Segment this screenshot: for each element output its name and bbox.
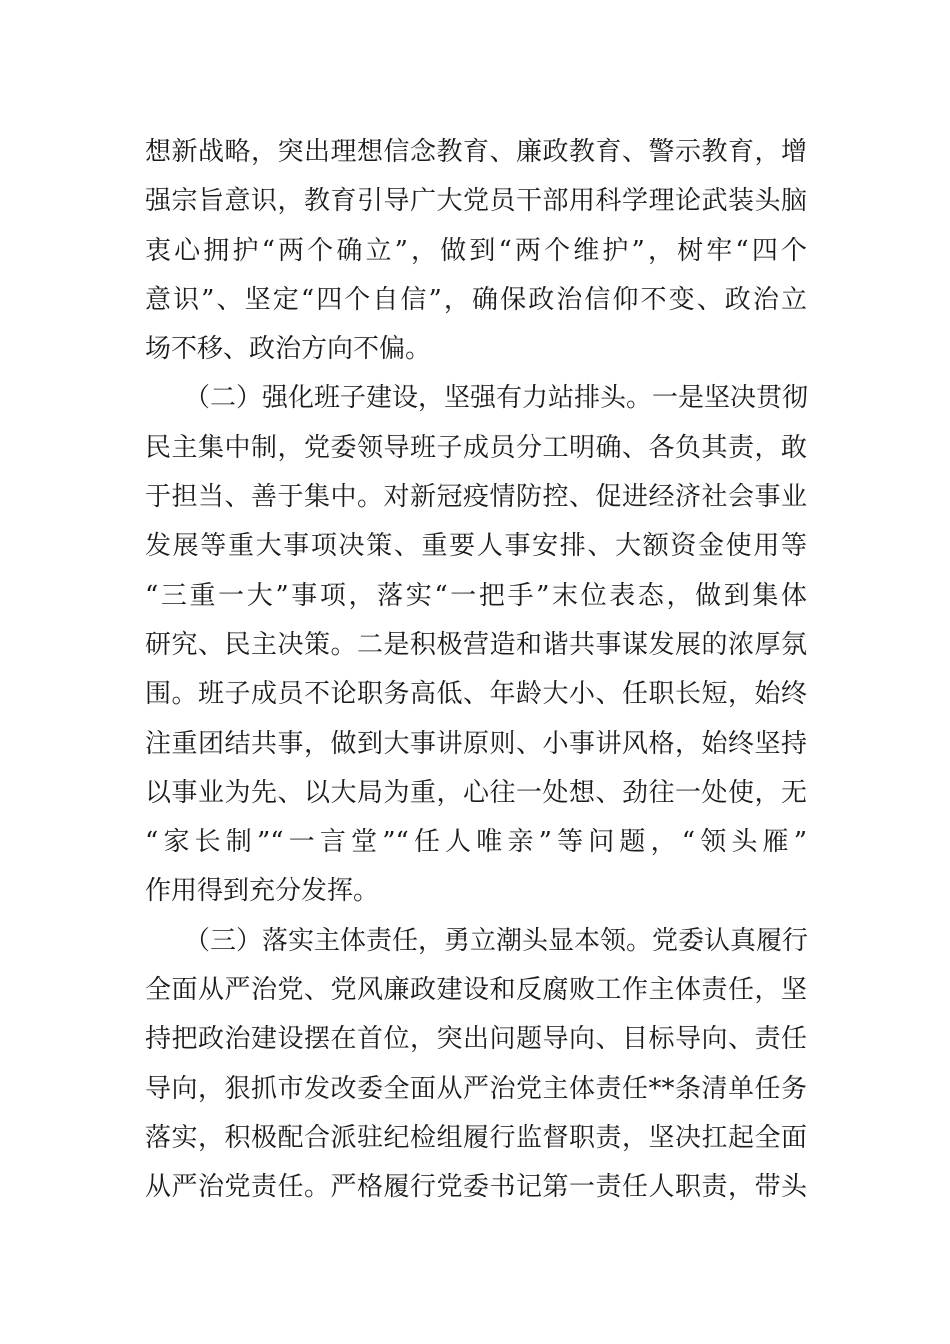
text-line: 于担当、善于集中。对新冠疫情防控、促进经济社会事业 [145,482,807,513]
text-line: 发展等重大事项决策、重要人事安排、大额资金使用等 [145,531,807,562]
text-line: 作用得到充分发挥。 [145,876,380,907]
text-line: 研究、民主决策。二是积极营造和谐共事谋发展的浓厚氛 [145,629,807,660]
text-line: “三重一大”事项，落实“一把手”末位表态，做到集体 [145,580,807,611]
text-line: 意识”、坚定“四个自信”，确保政治信仰不变、政治立 [145,284,807,315]
text-line: 全面从严治党、党风廉政建设和反腐败工作主体责任，坚 [145,975,807,1006]
text-line: （三）落实主体责任，勇立潮头显本领。党委认真履行 [145,925,809,956]
text-line: 注重团结共事，做到大事讲原则、小事讲风格，始终坚持 [145,728,807,759]
document-body-text [145,128,807,1213]
text-line: 民主集中制，党委领导班子成员分工明确、各负其责，敢 [145,432,807,463]
text-line: 围。班子成员不论职务高低、年龄大小、任职长短，始终 [145,679,807,710]
text-line: 从严治党责任。严格履行党委书记第一责任人职责，带头 [145,1172,807,1203]
text-line: 场不移、政治方向不偏。 [145,334,432,365]
text-line: 衷心拥护“两个确立”，做到“两个维护”，树牢“四个 [145,235,807,266]
text-line: 以事业为先、以大局为重，心往一处想、劲往一处使，无 [145,777,807,808]
text-line: （二）强化班子建设，坚强有力站排头。一是坚决贯彻 [145,383,809,414]
text-line: 持把政治建设摆在首位，突出问题导向、目标导向、责任 [145,1024,807,1055]
text-line: “家长制”“一言堂”“任人唯亲”等问题，“领头雁” [145,827,807,858]
text-line: 想新战略，突出理想信念教育、廉政教育、警示教育，增 [145,137,807,167]
text-line: 强宗旨意识，教育引导广大党员干部用科学理论武装头脑 [145,186,807,217]
text-line: 导向，狠抓市发改委全面从严治党主体责任**条清单任务 [145,1073,807,1104]
text-line: 落实，积极配合派驻纪检组履行监督职责，坚决扛起全面 [145,1122,807,1153]
